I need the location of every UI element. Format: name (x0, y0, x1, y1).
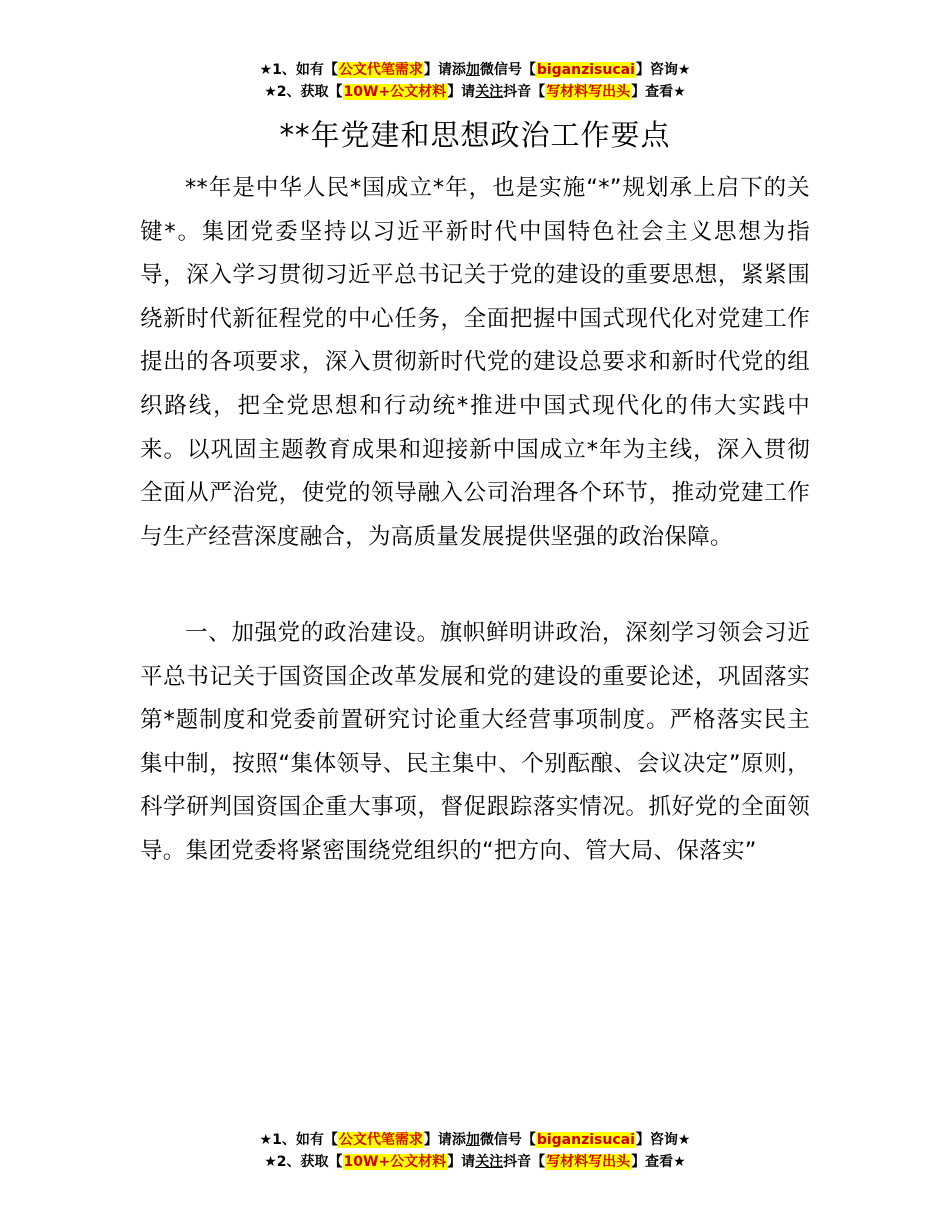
footer-highlight-materials: 10W+公文材料 (343, 1154, 447, 1170)
banner-line-1 (0, 59, 950, 81)
banner-line-2-mid-2: 抖音【 (503, 84, 546, 100)
banner-highlight-douyin: 写材料写出头 (546, 84, 631, 100)
footer-line-2-underlined: 关注 (475, 1154, 504, 1170)
footer-banner (0, 1129, 950, 1173)
footer-line-2-mid: 】请 (447, 1154, 476, 1170)
banner-line-2-prefix: ★2、获取【 (264, 84, 343, 100)
paragraph-intro: **年是中华人民*国成立*年，也是实施“*”规划承上启下的关键*。集团党委坚持以习近平新时代中国特色社会主义思想为指导，深入学习贯彻习近平总书记关于党的建设的重要思想，紧紧围绕新时代新征程党的中心任务，全面把握中国式现代化对党建工作提出的各项要求，深入贯彻新时代党的建设总要求和新时代党的组织路线，把全党思想和行动统*推进中国式现代化的伟大实践中来。以巩固主题教育成果和迎接新中国成立*年为主线，深入贯彻全面从严治党，使党的领导融入公司治理各个环节，推动党建工作与生产经营深度融合，为高质量发展提供坚强的政治保障。 (140, 175, 810, 550)
footer-highlight-wechat-id: biganzisucai (536, 1132, 635, 1148)
footer-line-1-underlined: 加 (465, 1132, 480, 1148)
banner-highlight-wechat-id: biganzisucai (536, 62, 635, 78)
footer-highlight-douyin: 写材料写出头 (546, 1154, 631, 1170)
banner-line-1-mid-2: 微信号【 (479, 62, 536, 78)
banner-line-1-prefix: ★1、如有【 (259, 62, 338, 78)
footer-line-1-suffix: 】咨询★ (635, 1132, 691, 1148)
banner-line-2 (0, 81, 950, 103)
footer-line-1-mid-2: 微信号【 (479, 1132, 536, 1148)
banner-line-2-mid: 】请 (447, 84, 476, 100)
footer-line-1-mid: 】请添 (423, 1132, 466, 1148)
paragraph-section-1: 一、加强党的政治建设。旗帜鲜明讲政治，深刻学习领会习近平总书记关于国资国企改革发展和党的建设的重要论述，巩固落实第*题制度和党委前置研究讨论重大经营事项制度。严格落实民主集中制，按照“集体领导、民主集中、个别酝酿、会议决定”原则，科学研判国资国企重大事项，督促跟踪落实情况。抓好党的全面领导。集团党委将紧密围绕党组织的“把方向、管大局、保落实” (140, 620, 810, 864)
footer-line-2-suffix: 】查看★ (631, 1154, 686, 1170)
banner-line-1-underlined: 加 (465, 62, 480, 78)
footer-line-2-mid-2: 抖音【 (503, 1154, 546, 1170)
document-title: **年党建和思想政治工作要点 (279, 118, 671, 152)
footer-banner-line-2 (0, 1151, 950, 1173)
footer-banner-line-1 (0, 1129, 950, 1151)
banner-line-2-underlined: 关注 (475, 84, 504, 100)
banner-highlight-service: 公文代笔需求 (338, 62, 423, 78)
banner-line-2-suffix: 】查看★ (631, 84, 686, 100)
banner-line-1-suffix: 】咨询★ (635, 62, 691, 78)
banner-line-1-mid: 】请添 (423, 62, 466, 78)
footer-line-2-prefix: ★2、获取【 (264, 1154, 343, 1170)
footer-line-1-prefix: ★1、如有【 (259, 1132, 338, 1148)
footer-highlight-service: 公文代笔需求 (338, 1132, 423, 1148)
banner-highlight-materials: 10W+公文材料 (343, 84, 447, 100)
header-banner (0, 59, 950, 103)
